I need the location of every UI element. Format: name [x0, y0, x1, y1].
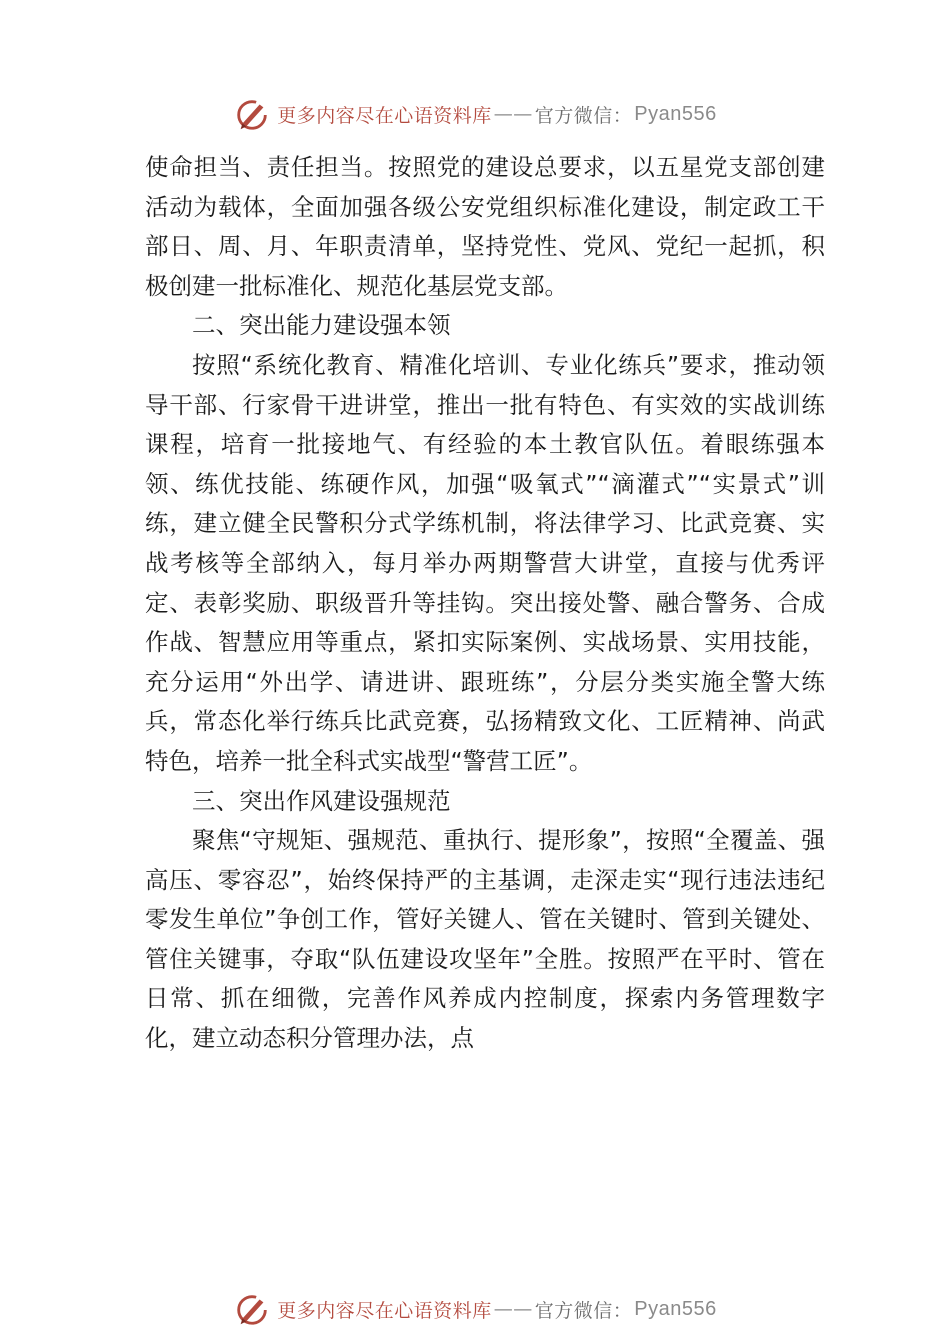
- watermark-text: 更多内容尽在心语资料库: [277, 1299, 492, 1322]
- document-body: [145, 148, 825, 1059]
- watermark-official-label: 官方微信：: [534, 104, 633, 127]
- watermark-official-label: 官方微信：: [534, 1299, 633, 1322]
- pen-ring-logo-icon: [233, 1290, 271, 1328]
- watermark-separator: ——: [493, 1298, 533, 1320]
- paragraph-continuation: 使命担当、责任担当。按照党的建设总要求，以五星党支部创建活动为载体，全面加强各级公安党组织标准化建设，制定政工干部日、周、月、年职责清单，坚持党性、党风、党纪一起抓，积极创建一批标准化、规范化基层党支部。: [145, 153, 825, 300]
- paragraph-style: 聚焦“守规矩、强规范、重执行、提形象”，按照“全覆盖、强高压、零容忍”，始终保持严的主基调，走深走实“现行违法违纪零发生单位”争创工作，管好关键人、管在关键时、管到关键处、管住关键事，夺取“队伍建设攻坚年”全胜。按照严在平时、管在日常、抓在细微，完善作风养成内控制度，探索内务管理数字化，建立动态积分管理办法，点: [145, 826, 825, 1053]
- paragraph-ability: 按照“系统化教育、精准化培训、专业化练兵”要求，推动领导干部、行家骨干进讲堂，推出一批有特色、有实效的实战训练课程，培育一批接地气、有经验的本土教官队伍。着眼练强本领、练优技能、练硬作风，加强“吸氧式”“滴灌式”“实景式”训练，建立健全民警积分式学练机制，将法律学习、比武竞赛、实战考核等全部纳入，每月举办两期警营大讲堂，直接与优秀评定、表彰奖励、职级晋升等挂钩。突出接处警、融合警务、合成作战、智慧应用等重点，紧扣实际案例、实战场景、实用技能，充分运用“外出学、请进讲、跟班练”，分层分类实施全警大练兵，常态化举行练兵比武竞赛，弘扬精致文化、工匠精神、尚武特色，培养一批全科式实战型“警营工匠”。: [145, 350, 825, 775]
- watermark-wechat-id: Pyan556: [634, 102, 717, 125]
- header-watermark: [0, 94, 950, 134]
- footer-watermark: [0, 1289, 950, 1329]
- pen-ring-logo-icon: [233, 95, 271, 133]
- watermark-separator: ——: [493, 103, 533, 125]
- watermark-wechat-id: Pyan556: [634, 1297, 717, 1320]
- section-heading-style: 三、突出作风建设强规范: [192, 786, 451, 815]
- section-heading-ability: 二、突出能力建设强本领: [192, 311, 451, 340]
- watermark-text: 更多内容尽在心语资料库: [277, 104, 492, 127]
